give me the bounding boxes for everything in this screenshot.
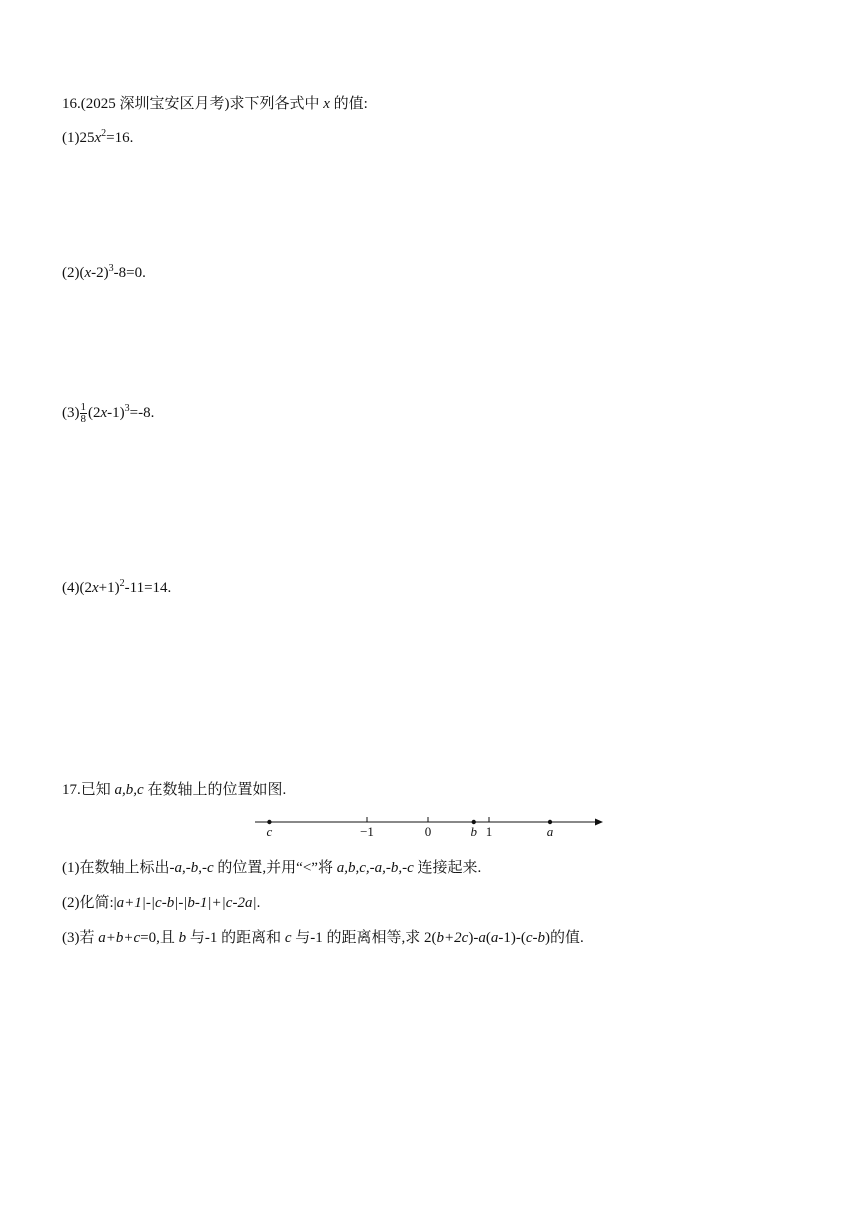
q16-part1 (62, 128, 133, 148)
q16-p3-denominator: 8 (80, 413, 86, 425)
q17-s2-post: . (256, 895, 261, 911)
q17-part1 (62, 858, 481, 878)
q17-s1-mid: 的位置,并用“<”将 (217, 860, 333, 876)
q17-s3-v2: c (284, 930, 292, 946)
number-line-label: c (266, 824, 273, 839)
q16-p4-label: (4)(2 (62, 580, 92, 596)
q17-s3-v3: a (478, 930, 486, 946)
q17-s3-p6: -1)-( (498, 930, 526, 946)
q17-s3-e2: b+2c (436, 930, 469, 946)
q17-s3-p7: )的值. (544, 930, 584, 946)
q17-s3-p3: 与-1 的距离相等,求 2( (295, 930, 437, 946)
q16-part4 (62, 578, 171, 598)
q17-s1-v2: b (190, 860, 199, 876)
q17-s1-pre: (1)在数轴上标出- (62, 860, 175, 876)
q17-s3-e3: c-b (525, 930, 545, 946)
q16-header-text: 16.(2025 深圳宝安区月考)求下列各式中 (62, 96, 320, 112)
q17-s2-expr: a+1|-|c-b|-|b-1|+|c-2a| (116, 895, 257, 911)
q16-p3-rest: =-8. (129, 404, 155, 421)
q16-p1-var: x (94, 130, 102, 146)
number-line-marks (267, 817, 554, 839)
q16-p2-label: (2)( (62, 265, 85, 281)
q16-p4-rest: -11=14. (124, 580, 172, 596)
q17-header-pre: 17.已知 (62, 782, 111, 798)
q17-s1-list: a,b,c,-a,-b,-c (336, 860, 414, 876)
q16-header-end: 的值: (333, 96, 368, 112)
q17-s3-v1: b (178, 930, 187, 946)
q16-p1-exp: 2 (101, 128, 107, 139)
q16-p2-mid: -2) (91, 265, 109, 281)
q16-header (62, 94, 368, 114)
number-line-label: 0 (424, 824, 432, 839)
number-line-label: 1 (485, 824, 493, 839)
q17-s2-pre: (2)化简:| (62, 895, 117, 911)
q16-header-var: x (323, 96, 330, 112)
number-line-label: b (470, 824, 477, 839)
q17-s3-p1: =0,且 (140, 930, 175, 946)
q17-s1-c2: ,- (198, 860, 207, 876)
q17-part3 (62, 928, 584, 948)
q16-p3-label: (3) (62, 404, 80, 421)
number-line-arrow-icon (595, 819, 603, 826)
q16-p2-rest: -8=0. (113, 265, 146, 281)
q16-p4-mid: +1) (98, 580, 120, 596)
q17-part2 (62, 893, 260, 913)
number-line-label: a (546, 824, 554, 839)
q16-p4-exp: 2 (119, 578, 125, 589)
q17-header-post: 在数轴上的位置如图. (147, 782, 287, 798)
q16-p3-mid: -1) (107, 404, 125, 421)
number-line-label: −1 (360, 824, 374, 839)
q17-header-vars: a,b,c (114, 782, 144, 798)
q17-s3-p2: 与-1 的距离和 (189, 930, 282, 946)
q16-p3-var: x (100, 404, 108, 421)
q17-s3-p4: )- (468, 930, 479, 946)
q16-p1-rest: =16. (106, 130, 134, 146)
q16-p4-var: x (92, 580, 99, 596)
q16-p3-exp: 3 (124, 402, 130, 414)
q17-s1-v1: a (174, 860, 182, 876)
number-line (255, 810, 615, 840)
q16-p3-pre: (2 (88, 404, 101, 421)
q17-s3-p5: ( (485, 930, 491, 946)
q16-p2-exp: 3 (108, 263, 114, 274)
q17-s3-pre: (3)若 (62, 930, 95, 946)
q17-header (62, 780, 286, 800)
q17-s1-v3: c (207, 860, 214, 876)
q16-p2-var: x (84, 265, 92, 281)
q16-part3 (62, 402, 154, 425)
q17-s1-post: 连接起来. (417, 860, 482, 876)
q17-s3-e1: a+b+c (98, 930, 141, 946)
q16-part2 (62, 263, 146, 283)
q17-s1-c1: ,- (182, 860, 191, 876)
q17-s3-v4: a (490, 930, 499, 946)
fraction-one-eighth (80, 402, 88, 425)
q16-p1-label: (1)25 (62, 130, 95, 146)
q16-p3-numerator: 1 (80, 401, 86, 413)
